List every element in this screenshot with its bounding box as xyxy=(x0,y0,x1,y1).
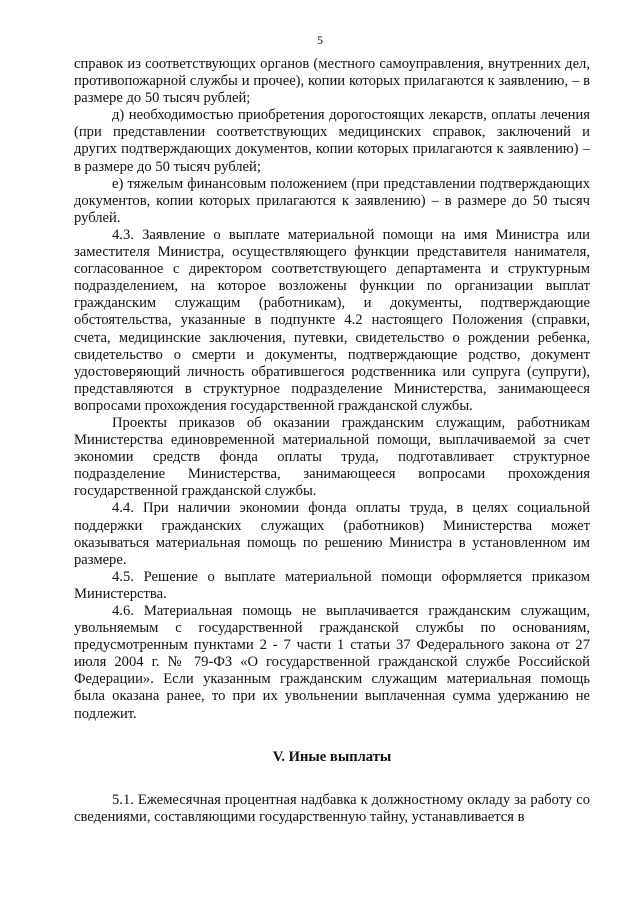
paragraph-5-1: 5.1. Ежемесячная процентная надбавка к должностному окладу за работу со сведениями, составляющими государственную тайну, устанавливается в xyxy=(74,791,590,825)
paragraph-4-6: 4.6. Материальная помощь не выплачивается гражданским служащим, увольняемым с государственной гражданской службы по основаниям, предусмотренным пунктами 2 - 7 части 1 статьи 37 Федерального закона от 27 июля 2004 г. № 79-ФЗ «О государственной гражданской службе Российской Федерации». Если указанным гражданским служащим материальная помощь была оказана ранее, то при их увольнении выплаченная сумма удержанию не подлежит. xyxy=(74,603,590,722)
paragraph-continuation: справок из соответствующих органов (местного самоуправления, внутренних дел, противопожарной службы и прочее), копии которых прилагаются к заявлению, – в размере до 50 тысяч рублей; xyxy=(74,56,590,107)
paragraph-4-3: 4.3. Заявление о выплате материальной помощи на имя Министра или заместителя Министра, осуществляющего функции представителя нанимателя, согласованное с директором соответствующего департамента и структурным подразделением, на которое возложены функции по организации выплат гражданским служащим (работникам), и документы, подтверждающие обстоятельства, указанные в подпункте 4.2 настоящего Положения (справки, счета, медицинские заключения, путевки, свидетельство о рождении ребенка, свидетельство о смерти и документы, подтверждающие родство, документ удостоверяющий личность обратившегося родственника или супруга (супруги), представляются в структурное подразделение Министерства, занимающееся вопросами прохождения государственной гражданской службы. xyxy=(74,226,590,414)
page-number: 5 xyxy=(317,33,323,47)
paragraph-item-e: е) тяжелым финансовым положением (при представлении подтверждающих документов, копии которых прилагаются к заявлению) – в размере до 50 тысяч рублей. xyxy=(74,175,590,226)
paragraph-4-4: 4.4. При наличии экономии фонда оплаты труда, в целях социальной поддержки гражданских служащих (работников) Министерства может оказываться материальная помощь по решению Министра в установленном им размере. xyxy=(74,500,590,568)
paragraph-item-d: д) необходимостью приобретения дорогостоящих лекарств, оплаты лечения (при представлении соответствующих медицинских справок, заключений и других подтверждающих документов, копии которых прилагаются к заявлению) – в размере до 50 тысяч рублей; xyxy=(74,107,590,175)
paragraph-4-5: 4.5. Решение о выплате материальной помощи оформляется приказом Министерства. xyxy=(74,568,590,602)
document-body xyxy=(74,56,590,826)
section-heading: V. Иные выплаты xyxy=(272,748,392,765)
paragraph-drafts: Проекты приказов об оказании гражданским служащим, работникам Министерства единовременной материальной помощи, выплачиваемой за счет экономии средств фонда оплаты труда, подготавливает структурное подразделение Министерства, занимающееся вопросами прохождения государственной гражданской службы. xyxy=(74,414,590,500)
